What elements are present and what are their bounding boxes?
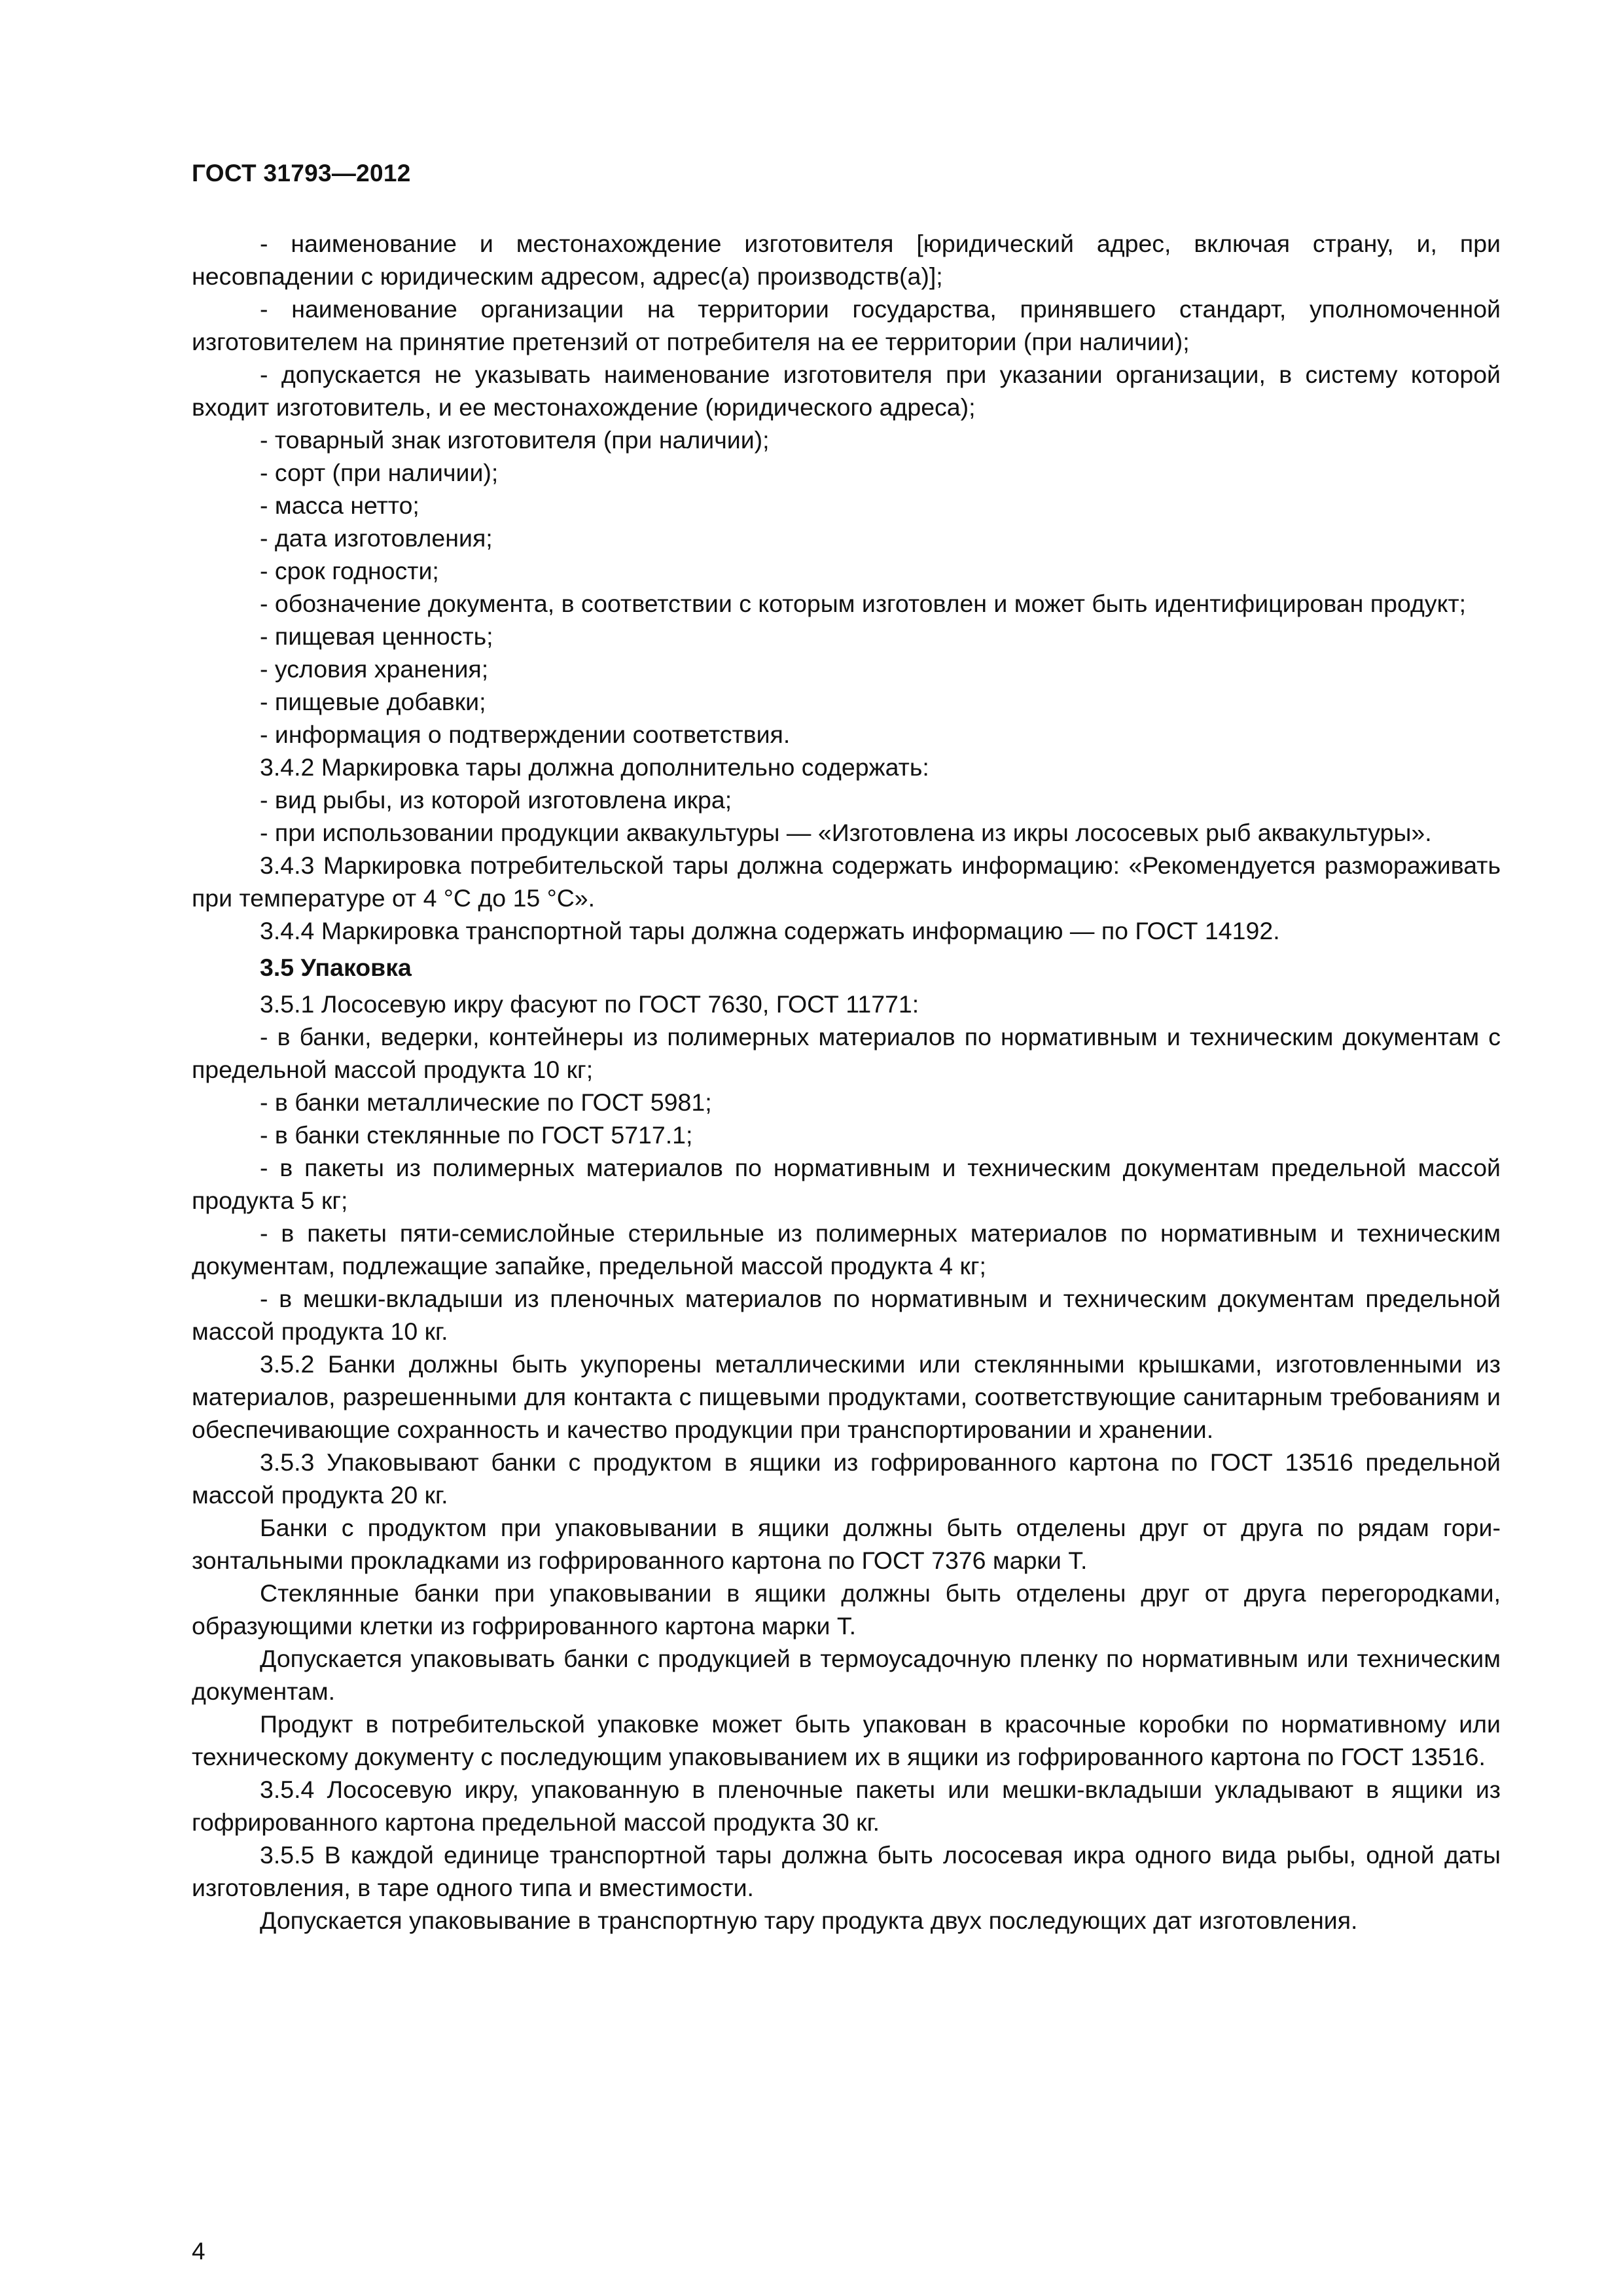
paragraph: 3.5.1 Лососевую икру фасуют по ГОСТ 7630, ГОСТ 11771:	[260, 990, 919, 1018]
paragraph: - пищевая ценность;	[260, 622, 493, 650]
paragraph: - пищевые добавки;	[260, 688, 486, 715]
paragraph: - информация о подтверждении соответствия.	[260, 721, 791, 748]
paragraph: - дата изготовления;	[260, 524, 493, 552]
paragraph: - наименование и местонахождение изготовителя [юридический адрес, включая страну, и, при несовпадении с юридическим адресом, адрес(а) производств(а)];	[192, 230, 1501, 290]
paragraph: - при использовании продукции аквакультуры — «Изготовлена из икры лососевых рыб аквакультуры».	[260, 819, 1432, 846]
paragraph: - в банки, ведерки, контейнеры из полимерных материалов по нормативным и техническим документам с предельной массой продукта 10 кг;	[192, 1023, 1501, 1083]
paragraph: 3.4.3 Маркировка потребительской тары должна содержать информацию: «Рекомендуется размораживать при температуре от 4 °С до 15 °С».	[192, 852, 1501, 912]
paragraph: Банки с продуктом при упаковывании в ящики должны быть отделены друг от друга по рядам горизонтальными прокладками из гофрированного картона по ГОСТ 7376 марки Т.	[192, 1514, 1501, 1574]
paragraph: 3.5.4 Лососевую икру, упакованную в пленочные пакеты или мешки-вкладыши укладывают в ящики из гофрированного картона предельной массой продукта 30 кг.	[192, 1776, 1501, 1836]
paragraph: - вид рыбы, из которой изготовлена икра;	[260, 786, 732, 814]
paragraph: - в пакеты пяти-семислойные стерильные из полимерных материалов по нормативным и техническим документам, подлежащие запайке, предельной массой продукта 4 кг;	[192, 1219, 1501, 1280]
paragraph: 3.5.3 Упаковывают банки с продуктом в ящики из гофрированного картона по ГОСТ 13516 предельной массой продукта 20 кг.	[192, 1448, 1501, 1509]
paragraph: - сорт (при наличии);	[260, 459, 499, 486]
paragraph: - наименование организации на территории государства, принявшего стандарт, уполномоченной изготовителем на принятие претензий от потребителя на ее территории (при наличии);	[192, 295, 1501, 355]
paragraph: Стеклянные банки при упаковывании в ящики должны быть отделены друг от друга перегородками, образующими клетки из гофрированного картона марки Т.	[192, 1579, 1501, 1640]
page-number: 4	[192, 2238, 205, 2265]
document-body	[192, 227, 1501, 1937]
document-header: ГОСТ 31793—2012	[192, 160, 411, 187]
paragraph: - в банки металлические по ГОСТ 5981;	[260, 1088, 712, 1116]
paragraph: 3.4.4 Маркировка транспортной тары должна содержать информацию — по ГОСТ 14192.	[260, 917, 1280, 944]
paragraph: 3.4.2 Маркировка тары должна дополнительно содержать:	[260, 753, 929, 781]
paragraph: - в пакеты из полимерных материалов по нормативным и техническим документам предельной массой продукта 5 кг;	[192, 1154, 1501, 1214]
paragraph: - обозначение документа, в соответствии с которым изготовлен и может быть идентифицирован продукт;	[260, 590, 1467, 617]
paragraph: - масса нетто;	[260, 492, 419, 519]
paragraph: Допускается упаковывание в транспортную тару продукта двух последующих дат изготовления.	[260, 1907, 1358, 1934]
paragraph: 3.5.2 Банки должны быть укупорены металлическими или стеклянными крышками, изготовленными из материалов, разрешенными для контакта с пищевыми продуктами, соответствующие санитарным требованиям и обеспечивающие сохранность и качество продукции при транспортировании и хранении.	[192, 1350, 1501, 1443]
paragraph: - условия хранения;	[260, 655, 489, 683]
paragraph: Продукт в потребительской упаковке может быть упакован в красочные коробки по нормативному или техническому документу с последующим упаковыванием их в ящики из гофрированного картона по ГОСТ 13516.	[192, 1710, 1501, 1770]
document-page	[192, 157, 1501, 2265]
section-heading: 3.5 Упаковка	[260, 954, 412, 981]
paragraph: - товарный знак изготовителя (при наличии);	[260, 426, 770, 454]
paragraph: - в мешки-вкладыши из пленочных материалов по нормативным и техническим документам предельной массой продукта 10 кг.	[192, 1285, 1501, 1345]
paragraph: - допускается не указывать наименование изготовителя при указании организации, в систему которой входит изготовитель, и ее местонахождение (юридического адреса);	[192, 361, 1501, 421]
paragraph: Допускается упаковывать банки с продукцией в термоусадочную пленку по нормативным или техническим документам.	[192, 1645, 1501, 1705]
paragraph: 3.5.5 В каждой единице транспортной тары должна быть лососевая икра одного вида рыбы, одной даты изготовления, в таре одного типа и вместимости.	[192, 1841, 1501, 1901]
paragraph: - в банки стеклянные по ГОСТ 5717.1;	[260, 1121, 693, 1149]
paragraph: - срок годности;	[260, 557, 439, 584]
